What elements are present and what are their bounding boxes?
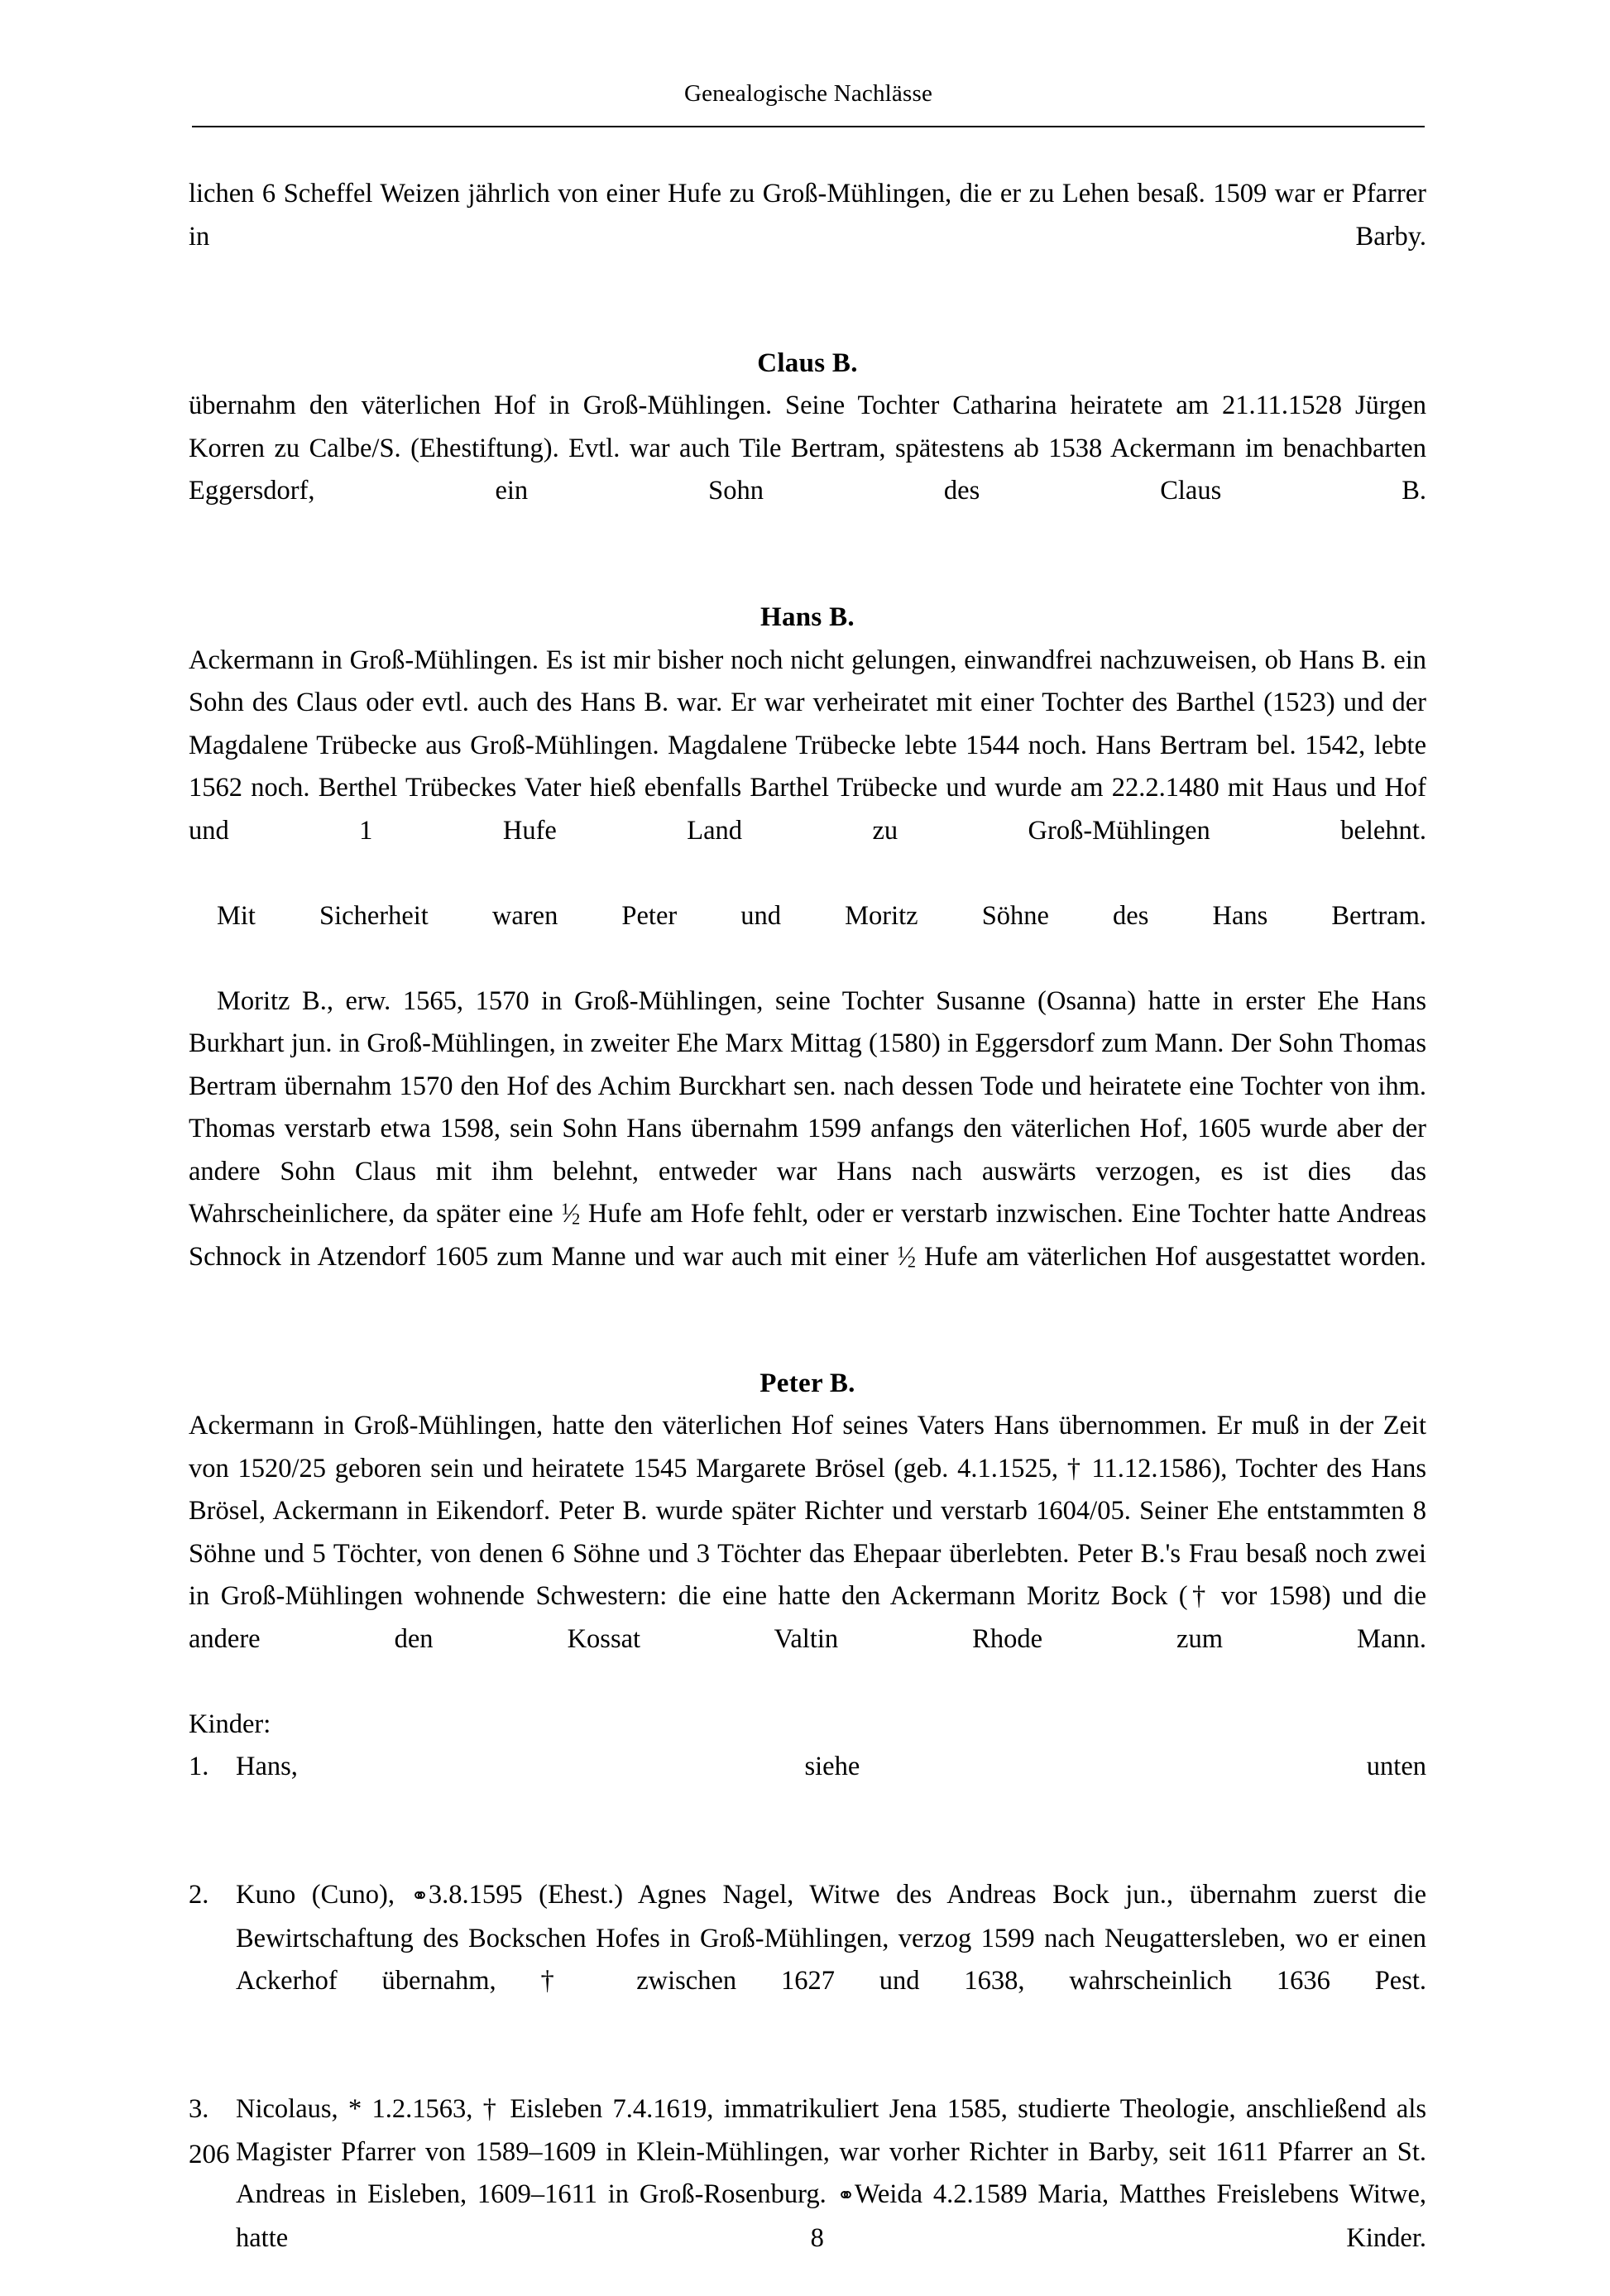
list-item-number: 3. (189, 2094, 209, 2124)
section-paragraph-claus-1: übernahm den väterlichen Hof in Groß-Mühlingen. Seine Tochter Catharina heiratete am 21.11.1528 Jürgen Korren zu Calbe/S. (Ehestiftung). Evtl. war auch Tile Bertram, spätestens ab 1538 Ackermann im benachbarten Eggersdorf, ein Sohn des Claus B. (189, 391, 1426, 506)
spacer (189, 301, 1426, 343)
list-item (189, 1874, 1426, 2045)
spacer (189, 1321, 1426, 1363)
text-column (189, 173, 1426, 2296)
section-paragraph-peter-1: Ackermann in Groß-Mühlingen, hatte den väterlichen Hof seines Vaters Hans übernommen. Er muß in der Zeit von 1520/25 geboren sein und heiratete 1545 Margarete Brösel (geb. 4.1.1525, † 11.12.1586), Tochter des Hans Brösel, Ackermann in Eikendorf. Peter B. wurde später Richter und verstarb 1604/05. Seiner Ehe entstammten 8 Söhne und 5 Töchter, von denen 6 Söhne und 3 Töchter das Ehepaar überlebten. Peter B.'s Frau besaß noch zwei in Groß-Mühlingen wohnende Schwestern: die eine hatte den Ackermann Moritz Bock († vor 1598) und die andere den Kossat Valtin Rhode zum Mann. (189, 1411, 1426, 1654)
header-rule (192, 126, 1425, 127)
section-heading-hans: Hans B. (760, 602, 855, 632)
continued-paragraph: lichen 6 Scheffel Weizen jährlich von einer Hufe zu Groß-Mühlingen, die er zu Lehen besaß. 1509 war er Pfarrer in Barby. (189, 179, 1426, 252)
list-item (189, 2088, 1426, 2296)
page-number: 206 (189, 2140, 230, 2169)
list-item-number: 1. (189, 1752, 209, 1781)
children-label: Kinder: (189, 1709, 271, 1739)
section-paragraph-hans-3: Moritz B., erw. 1565, 1570 in Groß-Mühlingen, seine Tochter Susanne (Osanna) hatte in erster Ehe Hans Burkhart jun. in Groß-Mühlingen, in zweiter Ehe Marx Mittag (1580) in Eggersdorf zum Mann. Der Sohn Thomas Bertram übernahm 1570 den Hof des Achim Burckhart sen. nach dessen Tode und heiratete eine Tochter von ihm. Thomas verstarb etwa 1598, sein Sohn Hans übernahm 1599 anfangs den väterlichen Hof, 1605 wurde aber der andere Sohn Claus mit ihm belehnt, entweder war Hans nach auswärts verzogen, es ist dies das Wahrscheinlichere, da später eine $^1⁄_2$ Hufe am Hofe fehlt, oder er verstarb inzwischen. Eine Tochter hatte Andreas Schnock in Atzendorf 1605 zum Manne und war auch mit einer $^1⁄_2$ Hufe am väterlichen Hof ausgestattet worden. (189, 985, 1426, 1272)
section-paragraph-hans-1: Ackermann in Groß-Mühlingen. Es ist mir bisher noch nicht gelungen, einwandfrei nachzuweisen, ob Hans B. ein Sohn des Claus oder evtl. auch des Hans B. war. Er war verheiratet mit einer Tochter des Barthel (1523) und der Magdalene Trübecke aus Groß-Mühlingen. Magdalene Trübecke lebte 1544 noch. Hans Bertram bel. 1542, lebte 1562 noch. Berthel Trübeckes Vater hieß ebenfalls Barthel Trübecke und wurde am 22.2.1480 mit Haus und Hof und 1 Hufe Land zu Groß-Mühlingen belehnt. (189, 645, 1426, 846)
list-item-text: Kuno (Cuno), ⚭3.8.1595 (Ehest.) Agnes Nagel, Witwe des Andreas Bock jun., übernahm zuerst die Bewirtschaftung des Bockschen Hofes in Groß-Mühlingen, verzog 1599 nach Neugattersleben, wo er einen Ackerhof übernahm, † zwischen 1627 und 1638, wahrscheinlich 1636 Pest. (236, 1880, 1426, 1996)
children-list (189, 1746, 1426, 2296)
section-paragraph-hans-2: Mit Sicherheit waren Peter und Moritz Söhne des Hans Bertram. (217, 900, 1426, 931)
spacer (189, 555, 1426, 597)
section-heading-peter: Peter B. (759, 1368, 855, 1398)
marriage-icon: ⚭ (410, 1884, 429, 1908)
section-heading-claus: Claus B. (757, 348, 858, 378)
running-head: Genealogische Nachlässe (683, 80, 933, 107)
list-item (189, 1746, 1426, 1831)
list-item-number: 2. (189, 1880, 209, 1910)
marriage-icon: ⚭ (836, 2183, 855, 2207)
list-spacer (189, 1831, 1426, 1874)
list-item-text: Nicolaus, * 1.2.1563, † Eisleben 7.4.1619, immatrikuliert Jena 1585, studierte Theologie, anschließend als Magister Pfarrer von 1589–1609 in Klein-Mühlingen, war vorher Richter in Barby, seit 1611 Pfarrer an St. Andreas in Eisleben, 1609–1611 in Groß-Rosenburg. ⚭Weida 4.2.1589 Maria, Matthes Freislebens Witwe, hatte 8 Kinder. (236, 2094, 1427, 2253)
list-spacer (189, 2045, 1426, 2088)
list-item-text: Hans, siehe unten (236, 1752, 1426, 1781)
